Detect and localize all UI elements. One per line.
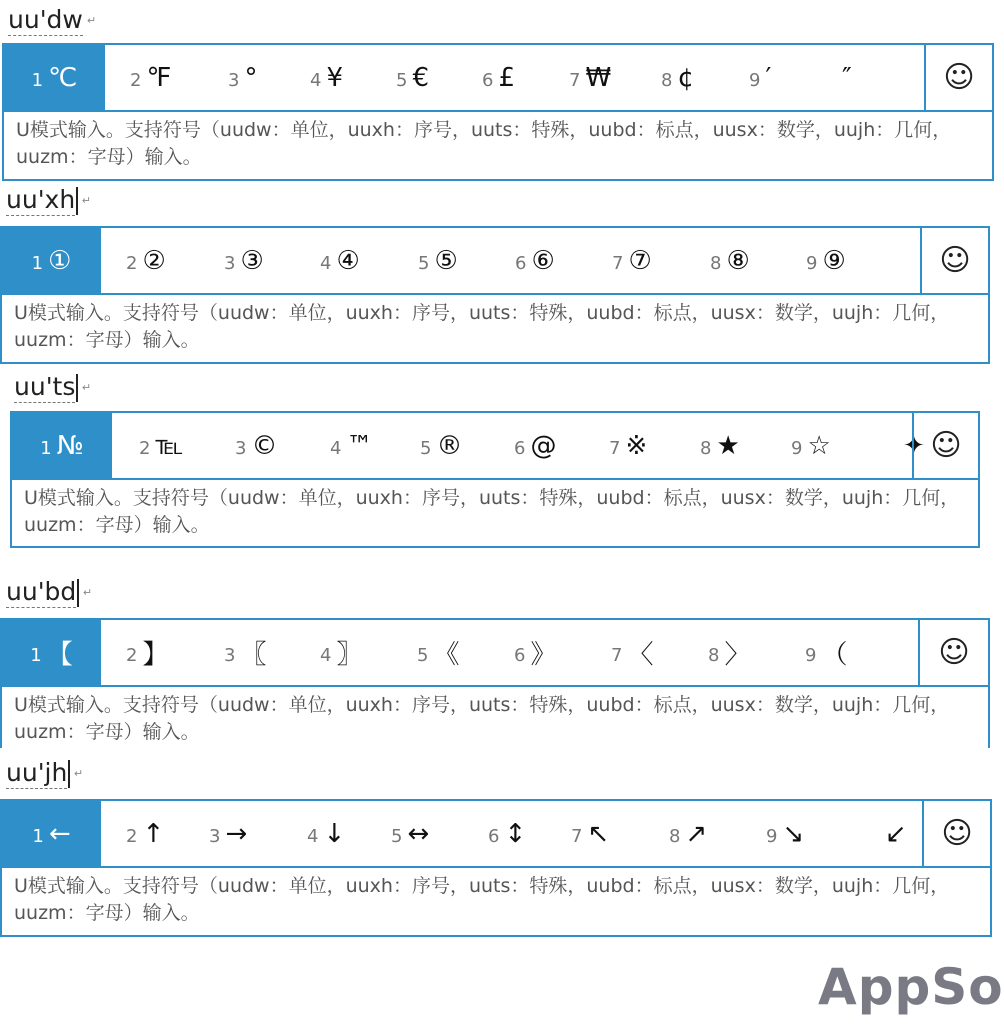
ime-candidate-window (0, 799, 992, 937)
candidate-6[interactable]: 6 》 (514, 640, 557, 670)
candidate-8[interactable]: 8 ⑧ (710, 245, 750, 276)
hint-text: U模式输入。支持符号（uudw：单位，uuxh：序号，uuts：特殊，uubd：标点，uusx：数学，uujh：几何，uuzm：字母）输入。 (14, 302, 950, 351)
emoji-button[interactable] (922, 801, 990, 868)
candidate-1[interactable]: 1 № (12, 413, 112, 478)
candidate-5[interactable]: 5 ↔ (391, 818, 430, 849)
candidate-4[interactable]: 4 ™ (330, 430, 373, 461)
candidate-2[interactable]: 2 】 (126, 640, 169, 670)
ime-candidate-window (0, 226, 990, 364)
candidate-5[interactable]: 5 ® (420, 430, 463, 461)
candidate-5[interactable]: 5 ⑤ (418, 245, 458, 276)
hint-text: U模式输入。支持符号（uudw：单位，uuxh：序号，uuts：特殊，uubd：标点，uusx：数学，uujh：几何，uuzm：字母）输入。 (14, 875, 950, 924)
candidate-2[interactable]: 2 ② (126, 245, 166, 276)
candidate-7[interactable]: 7 ※ (609, 430, 648, 461)
candidate-bar (4, 45, 926, 112)
candidate-4[interactable]: 4 ↓ (307, 818, 346, 849)
hint-text: U模式输入。支持符号（uudw：单位，uuxh：序号，uuts：特殊，uubd：标点，uusx：数学，uujh：几何，uuzm：字母）输入。 (16, 119, 952, 168)
ime-candidate-window (0, 618, 990, 748)
candidate-1[interactable]: 1 ℃ (4, 45, 105, 110)
smiley-icon: ☺ (938, 635, 970, 670)
text-caret (76, 374, 78, 402)
candidate-4[interactable]: 4 ¥ (310, 62, 343, 93)
paragraph-mark-icon: ↵ (81, 381, 92, 394)
emoji-button[interactable] (918, 620, 988, 687)
paragraph-mark-icon: ↵ (82, 586, 93, 599)
candidate-2[interactable]: 2 ℡ (139, 430, 184, 461)
composition-text: uu'dw ↵ (8, 5, 97, 34)
composition-text: uu'jh ↵ (6, 758, 84, 787)
smiley-icon: ☺ (943, 60, 975, 95)
candidate-9[interactable]: 9 （ (805, 640, 848, 670)
candidate-overflow[interactable]: ↙ (885, 818, 907, 849)
candidate-overflow[interactable]: ″ (842, 62, 852, 93)
candidate-9[interactable]: 9 ⑨ (806, 245, 846, 276)
appso-logo: AppSo (818, 958, 1004, 1016)
candidate-9[interactable]: 9 ′ (749, 62, 772, 93)
smiley-icon: ☺ (930, 428, 962, 463)
candidate-6[interactable]: 6 ⑥ (515, 245, 555, 276)
candidate-6[interactable]: 6 £ (482, 62, 515, 93)
smiley-icon: ☺ (939, 243, 971, 278)
composition-text: uu'ts ↵ (14, 372, 92, 401)
candidate-9[interactable]: 9 ☆ (791, 430, 831, 461)
hint-text: U模式输入。支持符号（uudw：单位，uuxh：序号，uuts：特殊，uubd：标点，uusx：数学，uujh：几何，uuzm：字母）输入。 (24, 487, 960, 536)
candidate-9[interactable]: 9 ↘ (766, 818, 805, 849)
candidate-8[interactable]: 8 〉 (708, 640, 751, 670)
emoji-button[interactable] (912, 413, 978, 480)
hint-text: U模式输入。支持符号（uudw：单位，uuxh：序号，uuts：特殊，uubd：标点，uusx：数学，uujh：几何，uuzm：字母）输入。 (14, 694, 950, 743)
text-caret (76, 187, 78, 215)
candidate-bar (2, 620, 920, 687)
candidate-2[interactable]: 2 ↑ (126, 818, 165, 849)
candidate-8[interactable]: 8 ¢ (661, 62, 694, 93)
candidate-8[interactable]: 8 ↗ (669, 818, 708, 849)
candidate-8[interactable]: 8 ★ (700, 430, 740, 461)
candidate-3[interactable]: 3 ° (228, 62, 258, 93)
candidate-4[interactable]: 4 ④ (320, 245, 360, 276)
candidate-7[interactable]: 7 ₩ (569, 62, 612, 93)
text-caret (77, 579, 79, 607)
composition-text: uu'xh ↵ (6, 185, 91, 214)
candidate-4[interactable]: 4 〗 (320, 640, 363, 670)
candidate-5[interactable]: 5 《 (417, 640, 460, 670)
smiley-icon: ☺ (941, 816, 973, 851)
candidate-7[interactable]: 7 ⑦ (612, 245, 652, 276)
candidate-3[interactable]: 3 ③ (224, 245, 264, 276)
emoji-button[interactable] (924, 45, 992, 112)
paragraph-mark-icon: ↵ (73, 767, 84, 780)
candidate-overflow[interactable]: ✦ (903, 430, 925, 461)
candidate-1[interactable]: 1 ① (2, 228, 101, 293)
candidate-7[interactable]: 7 〈 (611, 640, 654, 670)
paragraph-mark-icon: ↵ (86, 14, 97, 27)
emoji-button[interactable] (920, 228, 988, 295)
candidate-5[interactable]: 5 € (396, 62, 429, 93)
candidate-1[interactable]: 1 【 (2, 620, 101, 685)
candidate-6[interactable]: 6 @ (514, 430, 557, 461)
ime-candidate-window (2, 43, 994, 181)
ime-candidate-window (10, 411, 980, 548)
candidate-3[interactable]: 3 © (235, 430, 278, 461)
candidate-2[interactable]: 2 ℉ (130, 62, 172, 93)
candidate-bar (12, 413, 925, 480)
candidate-bar (2, 228, 922, 295)
candidate-3[interactable]: 3 〖 (224, 640, 267, 670)
paragraph-mark-icon: ↵ (81, 194, 91, 207)
candidate-1[interactable]: 1 ← (2, 801, 101, 866)
candidate-3[interactable]: 3 → (209, 818, 248, 849)
candidate-bar (2, 801, 924, 868)
candidate-7[interactable]: 7 ↖ (571, 818, 610, 849)
text-caret (68, 760, 70, 788)
composition-text: uu'bd ↵ (6, 577, 93, 606)
candidate-6[interactable]: 6 ↕ (488, 818, 527, 849)
